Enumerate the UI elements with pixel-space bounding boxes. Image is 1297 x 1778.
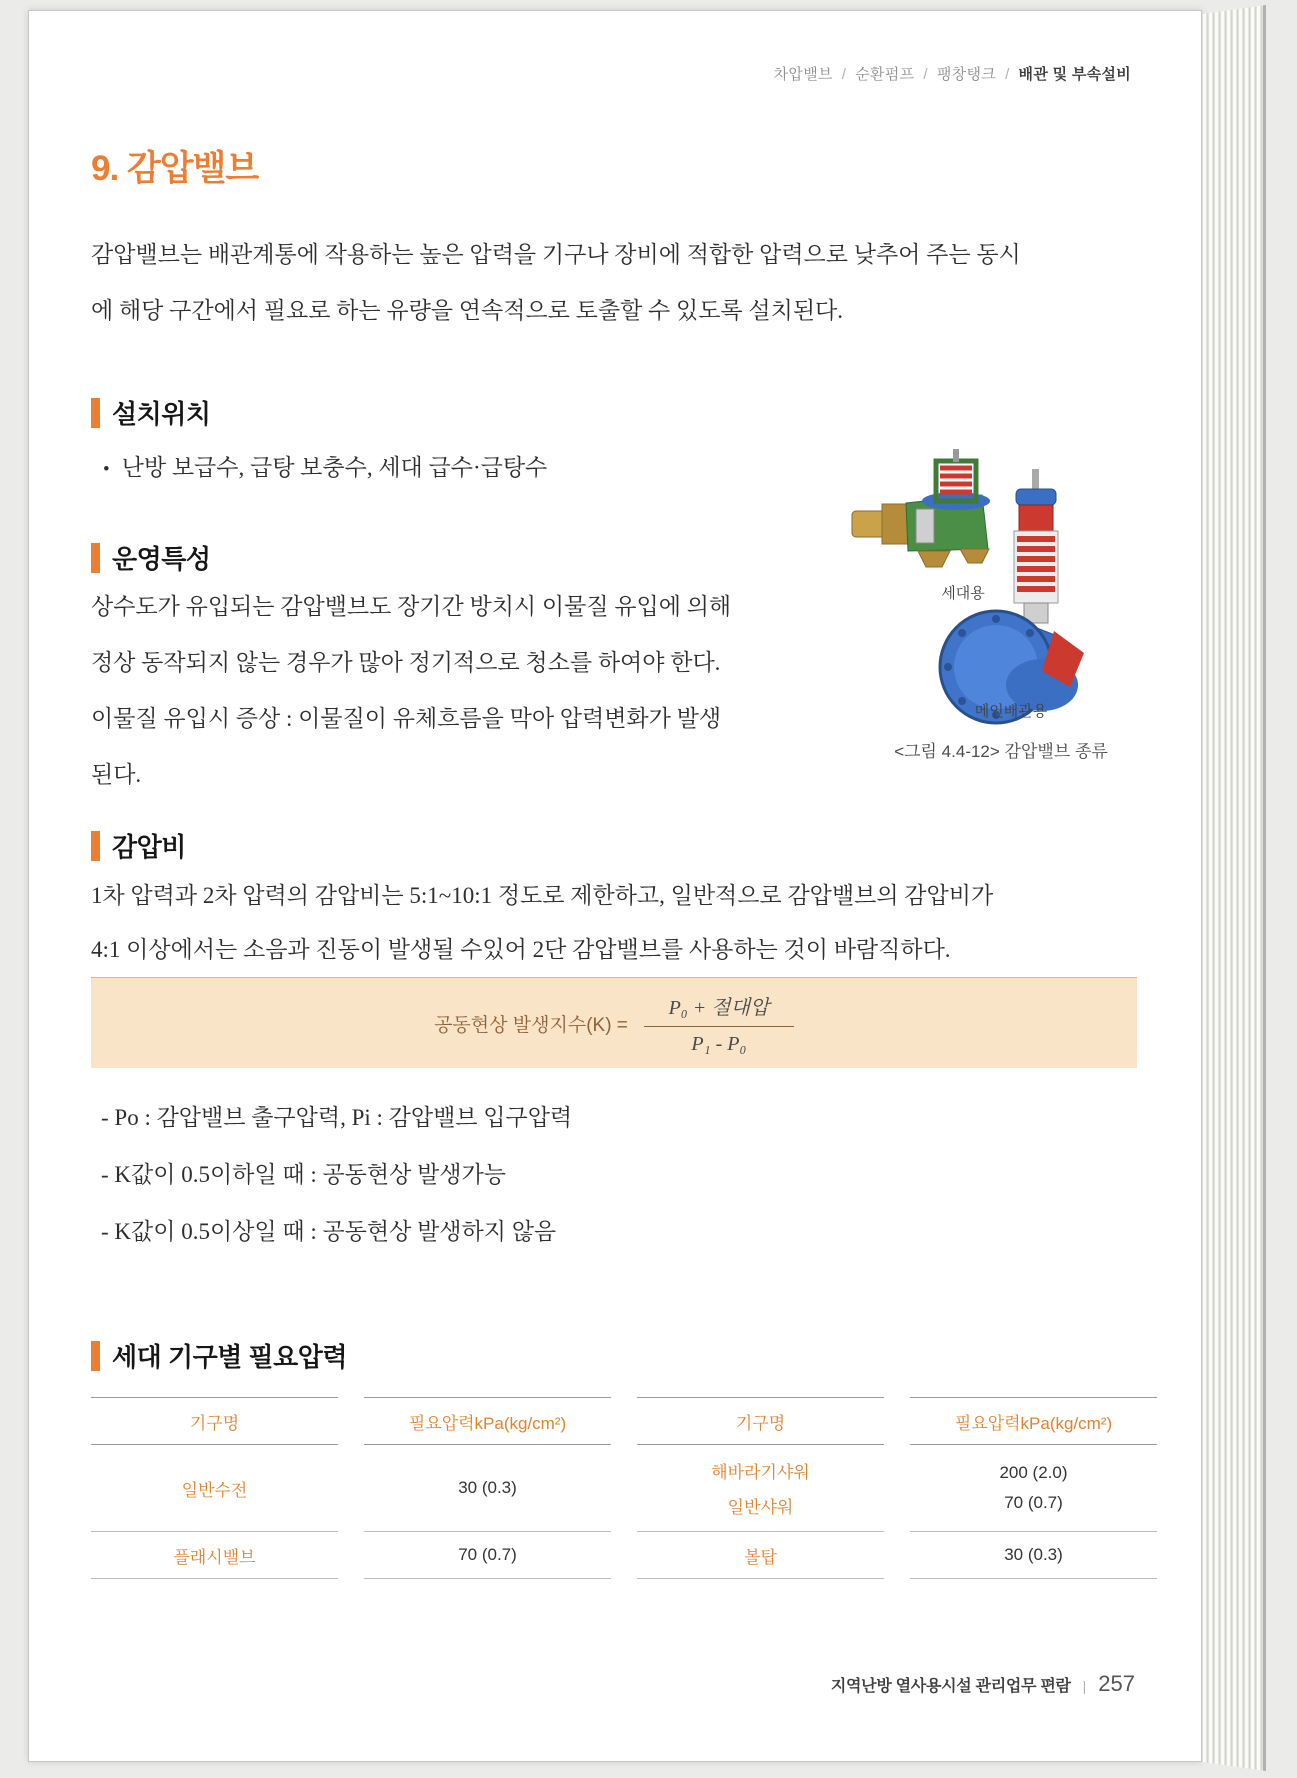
table-cell-fixture	[91, 1532, 338, 1579]
section-heading-label: 설치위치	[112, 399, 211, 429]
intro-line: 감압밸브는 배관계통에 작용하는 높은 압력을 기구나 장비에 적합한 압력으로 낮추어 주는 동시	[91, 242, 1021, 267]
table-cell-fixture	[91, 1445, 338, 1532]
section-heading-ratio	[91, 827, 186, 864]
operation-line: 정상 동작되지 않는 경우가 많아 정기적으로 청소를 하여야 한다.	[91, 650, 721, 675]
footer-book-title: 지역난방 열사용시설 관리업무 편람	[830, 1678, 1071, 1695]
ratio-line: 1차 압력과 2차 압력의 감압비는 5:1~10:1 정도로 제한하고, 일반적으로 감압밸브의 감압비가	[91, 883, 994, 908]
section-bar	[91, 398, 100, 428]
formula-notes	[101, 1089, 572, 1260]
table-cell-value	[364, 1532, 611, 1579]
note-line: - Po : 감압밸브 출구압력, Pi : 감압밸브 입구압력	[101, 1105, 573, 1130]
page-title: 9. 감압밸브	[91, 149, 259, 188]
formula-denominator: P₁ - P₀	[691, 1032, 747, 1055]
cell-line: 해바라기샤워	[711, 1463, 810, 1482]
install-bullet	[103, 449, 547, 482]
table-cell-value	[910, 1445, 1157, 1532]
pressure-valve-figure	[846, 449, 1126, 734]
section-heading-operation	[91, 539, 210, 576]
breadcrumb-separator: /	[923, 66, 928, 83]
note-line: - K값이 0.5이상일 때 : 공동현상 발생하지 않음	[101, 1219, 557, 1244]
section-heading-install	[91, 394, 210, 431]
cell-line: 일반수전	[181, 1480, 248, 1500]
footer-page-number: 257	[1098, 1671, 1135, 1696]
figure-label-household: 세대용	[941, 585, 985, 602]
section-heading-label: 운영특성	[112, 544, 211, 574]
table-header-pressure: 필요압력kPa(kg/cm²)	[364, 1397, 611, 1445]
required-pressure-table	[91, 1397, 1157, 1579]
bullet-marker: •	[103, 459, 110, 480]
table-header-pressure: 필요압력kPa(kg/cm²)	[910, 1397, 1157, 1445]
ratio-paragraph	[91, 869, 1141, 977]
formula-fraction	[644, 991, 794, 1056]
formula-label: 공동현상 발생지수(K) =	[434, 1014, 628, 1036]
cell-line: 70 (0.7)	[458, 1545, 517, 1564]
table-cell-fixture	[637, 1532, 884, 1579]
section-bar	[91, 831, 100, 861]
household-valve-graphic	[852, 449, 990, 567]
cell-line: 30 (0.3)	[1004, 1545, 1063, 1564]
table-header-fixture: 기구명	[91, 1397, 338, 1445]
table-cell-value	[364, 1445, 611, 1532]
section-heading-label: 감압비	[112, 832, 186, 862]
note-line: - K값이 0.5이하일 때 : 공동현상 발생가능	[101, 1162, 506, 1187]
book-page	[28, 10, 1202, 1762]
cell-line: 200 (2.0)	[999, 1463, 1068, 1482]
cell-line: 70 (0.7)	[1004, 1493, 1063, 1512]
figure-label-mainpipe: 메인배관용	[974, 703, 1048, 720]
section-heading-label: 세대 기구별 필요압력	[112, 1342, 347, 1372]
breadcrumb-item: 팽창탱크	[936, 66, 997, 83]
page-footer	[831, 1671, 1135, 1697]
operation-line: 이물질 유입시 증상 : 이물질이 유체흐름을 막아 압력변화가 발생	[91, 706, 722, 731]
install-bullet-text: 난방 보급수, 급탕 보충수, 세대 급수·급탕수	[121, 455, 548, 480]
cell-line: 플래시밸브	[173, 1547, 256, 1567]
cell-line: 일반샤워	[727, 1498, 794, 1517]
intro-paragraph	[91, 227, 1137, 339]
cell-line: 볼탑	[744, 1547, 777, 1567]
breadcrumb-current: 배관 및 부속설비	[1018, 66, 1131, 83]
section-heading-pressure-table	[91, 1337, 347, 1374]
fraction-divider	[644, 1026, 794, 1027]
book-page-stack-edge	[1203, 5, 1266, 1771]
operation-line: 상수도가 유입되는 감압밸브도 장기간 방치시 이물질 유입에 의해	[91, 594, 732, 619]
breadcrumb-separator: /	[1005, 66, 1010, 83]
section-bar	[91, 543, 100, 573]
figure-caption: <그림 4.4-12> 감압밸브 종류	[894, 742, 1108, 761]
table-cell-value	[910, 1532, 1157, 1579]
table-header-fixture: 기구명	[637, 1397, 884, 1445]
section-bar	[91, 1341, 100, 1371]
breadcrumb	[774, 63, 1131, 84]
breadcrumb-item: 차압밸브	[773, 66, 833, 83]
operation-paragraph	[91, 579, 801, 803]
operation-line: 된다.	[91, 762, 142, 787]
breadcrumb-separator: /	[841, 66, 847, 83]
breadcrumb-item: 순환펌프	[855, 66, 915, 83]
ratio-line: 4:1 이상에서는 소음과 진동이 발생될 수있어 2단 감압밸브를 사용하는 것이 바람직하다.	[91, 937, 951, 962]
formula-numerator: P₀ + 절대압	[668, 996, 770, 1019]
intro-line: 에 해당 구간에서 필요로 하는 유량을 연속적으로 토출할 수 있도록 설치된다.	[91, 298, 844, 323]
cavitation-formula-box	[91, 977, 1137, 1068]
table-cell-fixture	[637, 1445, 884, 1532]
footer-divider: |	[1082, 1678, 1087, 1694]
cell-line: 30 (0.3)	[458, 1478, 517, 1497]
